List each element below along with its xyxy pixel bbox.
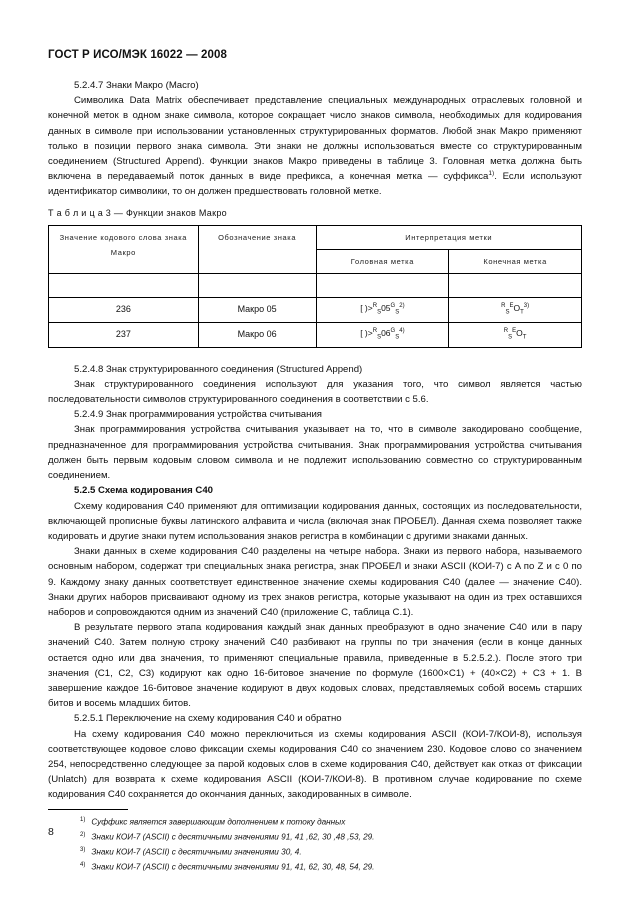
cell-header [316,298,449,323]
page-number: 8 [48,826,54,838]
cell-value: 236 [49,298,199,323]
col-header-trailer: Конечная метка [449,250,582,274]
paragraph: Знак структурированного соединения используют для указания того, что символ является частью последовательности символов структурированного соединения в соответствии с 5.6. [48,378,582,406]
cell-trailer [449,298,582,323]
paragraphs [48,362,582,803]
running-header: ГОСТ Р ИСО/МЭК 16022 — 2008 [48,49,227,61]
macro-paragraph [48,93,582,199]
paragraph: 5.2.4.9 Знак программирования устройства считывания [74,409,322,421]
cell-name: Макро 06 [198,322,316,347]
table-row [49,322,582,347]
macro-functions-table [48,225,582,348]
paragraph: Знак программирования устройства считывания указывает на то, что в символе закодировано сообщение, предназначенное для программирования устройства считывания. Знак программирования устройства считывания должен быть первым кодовым словом символа и не подлежит использованию совместно со структурированным соединением. [48,424,582,482]
trailer-symbol: $^R_S^EO_T$ [501,303,524,316]
header-symbol: [ )$>^R_S06^G_S$ [360,327,400,341]
macro-text-a: Символика Data Matrix обеспечивает представление специальных международных отраслевых головной и конечной меток в одном знаке символа, которое сокращает число знаков символа, необходимых для кодирования данных в символе при использовании установленных структурированных форматов. Любой знак Макро применяют только в позиции первого знака символа. Эти знаки не должны использоваться вместе со структурированным соединением (Structured Append). Функции знаков Макро приведены в таблице 3. Головная метка должна быть включена в передаваемый поток данных в виде префикса, а конечная метка — суффикса [48,95,582,183]
footnote: $^{2)}$ Знаки КОИ-7 (ASCII) с десятичными значениями 91, 41 ,62, 30 ,48 ,53, 29. [80,831,375,842]
table-row [49,298,582,323]
paragraph: 5.2.5.1 Переключение на схему кодирования С40 и обратно [74,713,342,725]
footnote: $^{4)}$ Знаки КОИ-7 (ASCII) с десятичными значениями 91, 41, 62, 30, 48, 54, 29. [80,862,375,872]
footnote-ref: 2) [399,303,405,310]
footnote-ref: 3) [523,303,530,310]
paragraph: Схему кодирования С40 применяют для оптимизации кодирования данных, состоящих из последовательности, включающей прописные буквы латинского алфавита и числа (включая знак ПРОБЕЛ). Данная схема позволяет также кодировать и другие знаки путем использования знаков регистра в комбинации с другими знаками данных. [48,500,582,542]
cell-trailer [449,322,582,347]
col-header-value: Значение кодового слова знака Макро [49,225,199,273]
footnote: $^{1)}$ Суффикс является завершающим дополнением к потоку данных [80,816,346,827]
body-text [48,78,582,875]
macro-text-b: . Если используют идентификатор символики, то он должен предшествовать головной метке. [48,171,582,198]
paragraph: В результате первого этапа кодирования каждый знак данных преобразуют в одно значение С40 или в пару значений С40. Затем полную строку значений С40 разбивают на группы по три значения (если в конце данных остается одно или два значения, то применяют специальные правила, приведенные в 5.2.5.2.). После этого три значения (С1, С2, С3) кодируют как одно 16-битовое значение по формуле (1600×С1) + (40×С2) + С3 + 1. В завершение каждое 16-битовое значение кодируют в двух кодовых словах, представляемых собой восемь старших битов и восемь младших битов. [48,622,582,710]
col-header-head: Головная метка [316,250,449,274]
footnote-ref: 1) [488,170,495,178]
footnote: $^{3)}$ Знаки КОИ-7 (ASCII) с десятичными значениями 30, 4. [80,847,302,857]
trailer-symbol: $^R_S^EO_T$ [503,327,527,341]
table-caption: Т а б л и ц а 3 — Функции знаков Макро [48,207,227,218]
section-title: 5.2.4.7 Знаки Макро (Macro) [74,80,199,91]
col-header-interpretation: Интерпретация метки [316,225,581,249]
paragraph: Знаки данных в схеме кодирования С40 разделены на четыре набора. Знаки из первого набора, называемого основным набором, содержат три специальных знака регистра, знак ПРОБЕЛ и знаки ASCII (КОИ-7) с A по Z и с 0 по 9. Каждому знаку данных соответствует единственное значение схемы кодирования С40 (далее — значение С40). Знаки других наборов присваивают одному из трех знаков регистра, которые указывают на один из трех оставшихся наборов и сопровождаются одним из значений С40 (приложение С, таблица С.1). [48,546,582,618]
cell-name: Макро 05 [198,298,316,323]
cell-value: 237 [49,322,199,347]
cell-header [316,322,449,347]
footnote-divider [48,809,128,810]
header-symbol: [ )$>^R_S05^G_S$ [360,303,400,316]
section-heading: 5.2.5 Схема кодирования С40 [74,485,213,497]
footnote-ref: 4) [399,327,405,334]
paragraph: На схему кодирования С40 можно переключиться из схемы кодирования ASCII (КОИ-7/КОИ-8), используя соответствующее кодовое слово фиксации схемы кодирования С40 со значением 230. Кодовое слово со значением 254, непосредственно следующее за парой кодовых слов в схеме кодирования С40, действует как отказ от фиксации (Unlatch) для возврата к схеме кодирования ASCII (КОИ-7/КОИ-8). В противном случае кодирование по схеме кодирования С40 сохраняется до окончания данных, закодированных в символе. [48,728,582,801]
col-header-name: Обозначение знака [198,225,316,273]
paragraph: 5.2.4.8 Знак структурированного соединения (Structured Append) [74,363,363,375]
